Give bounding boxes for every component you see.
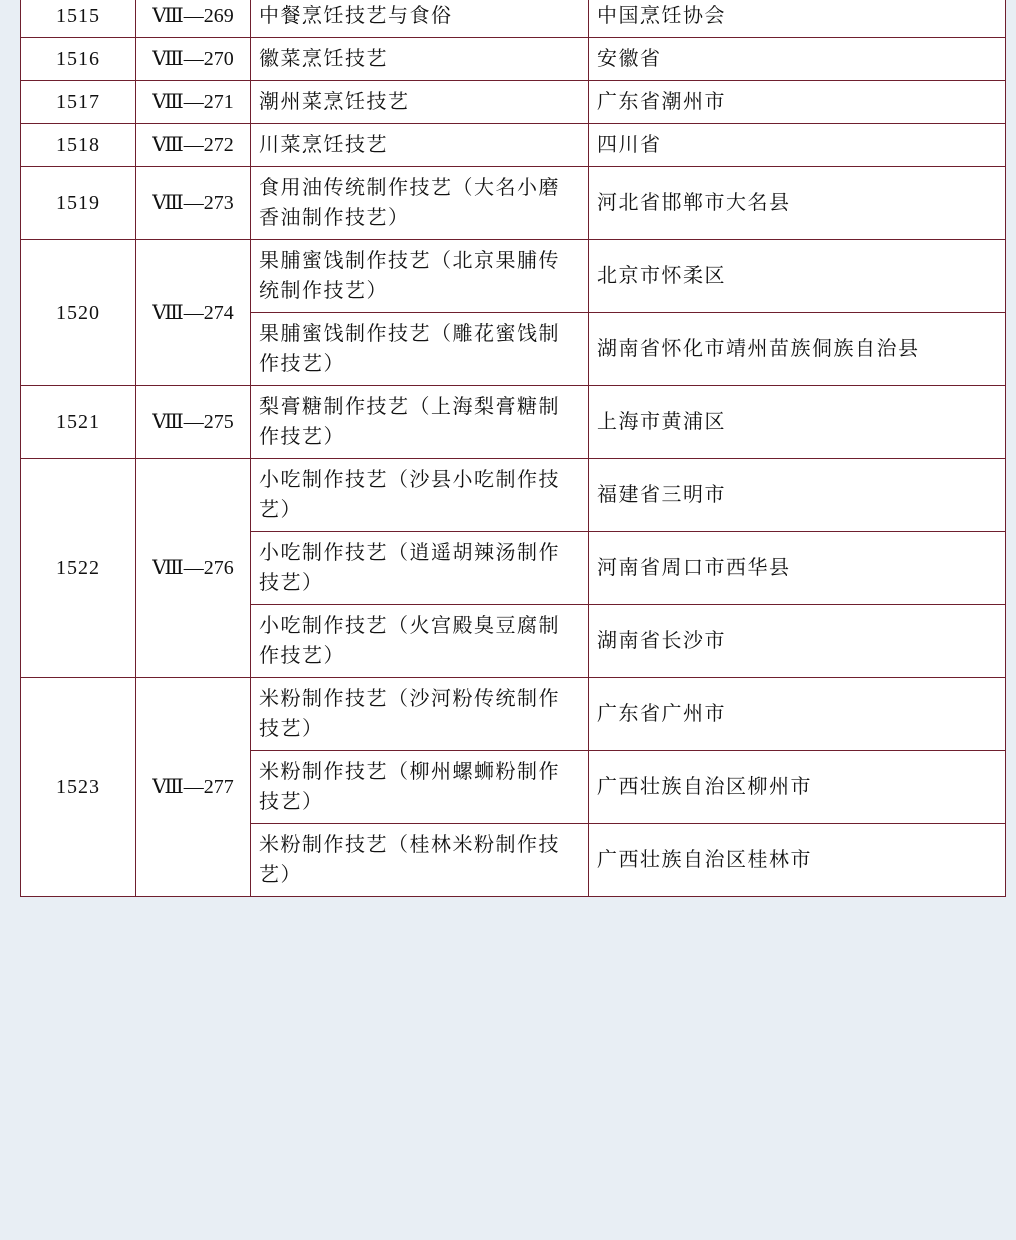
row-number: 1523 (21, 678, 136, 897)
row-code: Ⅷ—274 (136, 240, 251, 386)
row-number: 1515 (21, 0, 136, 38)
declaring-region: 湖南省长沙市 (589, 605, 1006, 678)
table-body (21, 0, 1006, 897)
row-code: Ⅷ—272 (136, 124, 251, 167)
project-name: 中餐烹饪技艺与食俗 (251, 0, 589, 38)
project-name: 小吃制作技艺（沙县小吃制作技艺） (251, 459, 589, 532)
row-code: Ⅷ—273 (136, 167, 251, 240)
table-row (21, 386, 1006, 459)
table-row (21, 0, 1006, 38)
row-number: 1518 (21, 124, 136, 167)
project-name: 米粉制作技艺（沙河粉传统制作技艺） (251, 678, 589, 751)
row-number: 1516 (21, 38, 136, 81)
declaring-region: 河南省周口市西华县 (589, 532, 1006, 605)
project-name: 梨膏糖制作技艺（上海梨膏糖制作技艺） (251, 386, 589, 459)
project-name: 果脯蜜饯制作技艺（北京果脯传统制作技艺） (251, 240, 589, 313)
heritage-list-table (20, 0, 1006, 897)
row-code: Ⅷ—277 (136, 678, 251, 897)
row-number: 1521 (21, 386, 136, 459)
project-name: 米粉制作技艺（柳州螺蛳粉制作技艺） (251, 751, 589, 824)
declaring-region: 广东省广州市 (589, 678, 1006, 751)
table-row (21, 167, 1006, 240)
declaring-region: 四川省 (589, 124, 1006, 167)
declaring-region: 广东省潮州市 (589, 81, 1006, 124)
row-code: Ⅷ—269 (136, 0, 251, 38)
row-code: Ⅷ—276 (136, 459, 251, 678)
table-row (21, 240, 1006, 313)
declaring-region: 安徽省 (589, 38, 1006, 81)
project-name: 小吃制作技艺（火宫殿臭豆腐制作技艺） (251, 605, 589, 678)
declaring-region: 广西壮族自治区柳州市 (589, 751, 1006, 824)
table-row (21, 678, 1006, 751)
declaring-region: 上海市黄浦区 (589, 386, 1006, 459)
row-code: Ⅷ—270 (136, 38, 251, 81)
row-number: 1520 (21, 240, 136, 386)
project-name: 食用油传统制作技艺（大名小磨香油制作技艺） (251, 167, 589, 240)
project-name: 潮州菜烹饪技艺 (251, 81, 589, 124)
row-code: Ⅷ—271 (136, 81, 251, 124)
table-row (21, 38, 1006, 81)
row-number: 1519 (21, 167, 136, 240)
declaring-region: 河北省邯郸市大名县 (589, 167, 1006, 240)
declaring-region: 湖南省怀化市靖州苗族侗族自治县 (589, 313, 1006, 386)
project-name: 小吃制作技艺（逍遥胡辣汤制作技艺） (251, 532, 589, 605)
project-name: 川菜烹饪技艺 (251, 124, 589, 167)
table-row (21, 459, 1006, 532)
row-code: Ⅷ—275 (136, 386, 251, 459)
row-number: 1517 (21, 81, 136, 124)
declaring-region: 中国烹饪协会 (589, 0, 1006, 38)
table-row (21, 81, 1006, 124)
project-name: 徽菜烹饪技艺 (251, 38, 589, 81)
declaring-region: 福建省三明市 (589, 459, 1006, 532)
declaring-region: 广西壮族自治区桂林市 (589, 824, 1006, 897)
project-name: 果脯蜜饯制作技艺（雕花蜜饯制作技艺） (251, 313, 589, 386)
table-row (21, 124, 1006, 167)
declaring-region: 北京市怀柔区 (589, 240, 1006, 313)
row-number: 1522 (21, 459, 136, 678)
project-name: 米粉制作技艺（桂林米粉制作技艺） (251, 824, 589, 897)
